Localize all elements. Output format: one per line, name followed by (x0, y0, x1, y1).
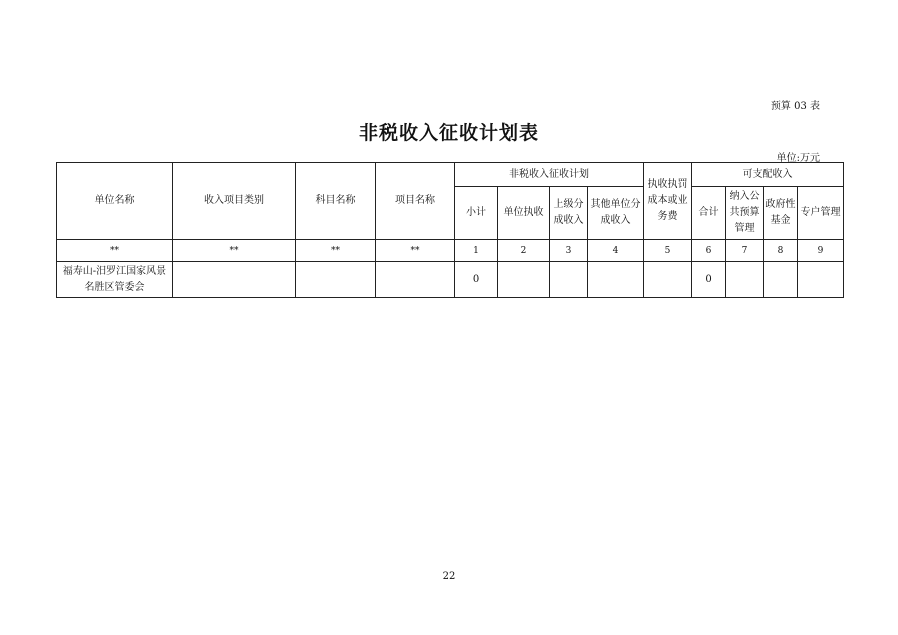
code-cell: 5 (644, 240, 692, 262)
code-cell: 6 (692, 240, 726, 262)
code-cell: ** (296, 240, 376, 262)
code-cell: 1 (455, 240, 498, 262)
col-header-enforcement-cost: 执收执罚成本或业务费 (644, 163, 692, 240)
code-cell: 7 (726, 240, 764, 262)
upper-share-cell (550, 262, 588, 298)
col-header-unit-name: 单位名称 (57, 163, 173, 240)
enforcement-cost-cell (644, 262, 692, 298)
page-number: 22 (442, 571, 456, 582)
code-cell: ** (173, 240, 296, 262)
special-account-cell (798, 262, 844, 298)
col-header-gov-fund: 政府性基金 (764, 187, 798, 240)
code-cell: 3 (550, 240, 588, 262)
subtotal-cell: 0 (455, 262, 498, 298)
form-number: 预算 03 表 (770, 101, 820, 112)
other-share-cell (588, 262, 644, 298)
code-cell: ** (57, 240, 173, 262)
col-header-public-budget: 纳入公共预算管理 (726, 187, 764, 240)
item-name-cell (376, 262, 455, 298)
col-header-plan-group: 非税收入征收计划 (455, 163, 644, 187)
col-header-other-share: 其他单位分成收入 (588, 187, 644, 240)
code-cell: 4 (588, 240, 644, 262)
unit-collect-cell (498, 262, 550, 298)
unit-name-cell: 福寿山-汨罗江国家风景名胜区管委会 (57, 262, 173, 298)
page-title: 非税收入征收计划表 (358, 122, 539, 144)
col-header-disposable-group: 可支配收入 (692, 163, 844, 187)
code-cell: ** (376, 240, 455, 262)
col-header-upper-share: 上级分成收入 (550, 187, 588, 240)
subject-name-cell (296, 262, 376, 298)
revenue-plan-table (56, 162, 844, 298)
gov-fund-cell (764, 262, 798, 298)
col-header-total: 合计 (692, 187, 726, 240)
unit-label: 单位:万元 (776, 153, 820, 164)
code-cell: 2 (498, 240, 550, 262)
col-header-item-name: 项目名称 (376, 163, 455, 240)
col-header-revenue-type: 收入项目类别 (173, 163, 296, 240)
revenue-type-cell (173, 262, 296, 298)
col-header-unit-collect: 单位执收 (498, 187, 550, 240)
col-header-subtotal: 小计 (455, 187, 498, 240)
col-header-special-account: 专户管理 (798, 187, 844, 240)
code-cell: 9 (798, 240, 844, 262)
table-row (57, 262, 844, 298)
code-cell: 8 (764, 240, 798, 262)
col-header-subject-name: 科目名称 (296, 163, 376, 240)
total-cell: 0 (692, 262, 726, 298)
public-budget-cell (726, 262, 764, 298)
code-row (57, 240, 844, 262)
